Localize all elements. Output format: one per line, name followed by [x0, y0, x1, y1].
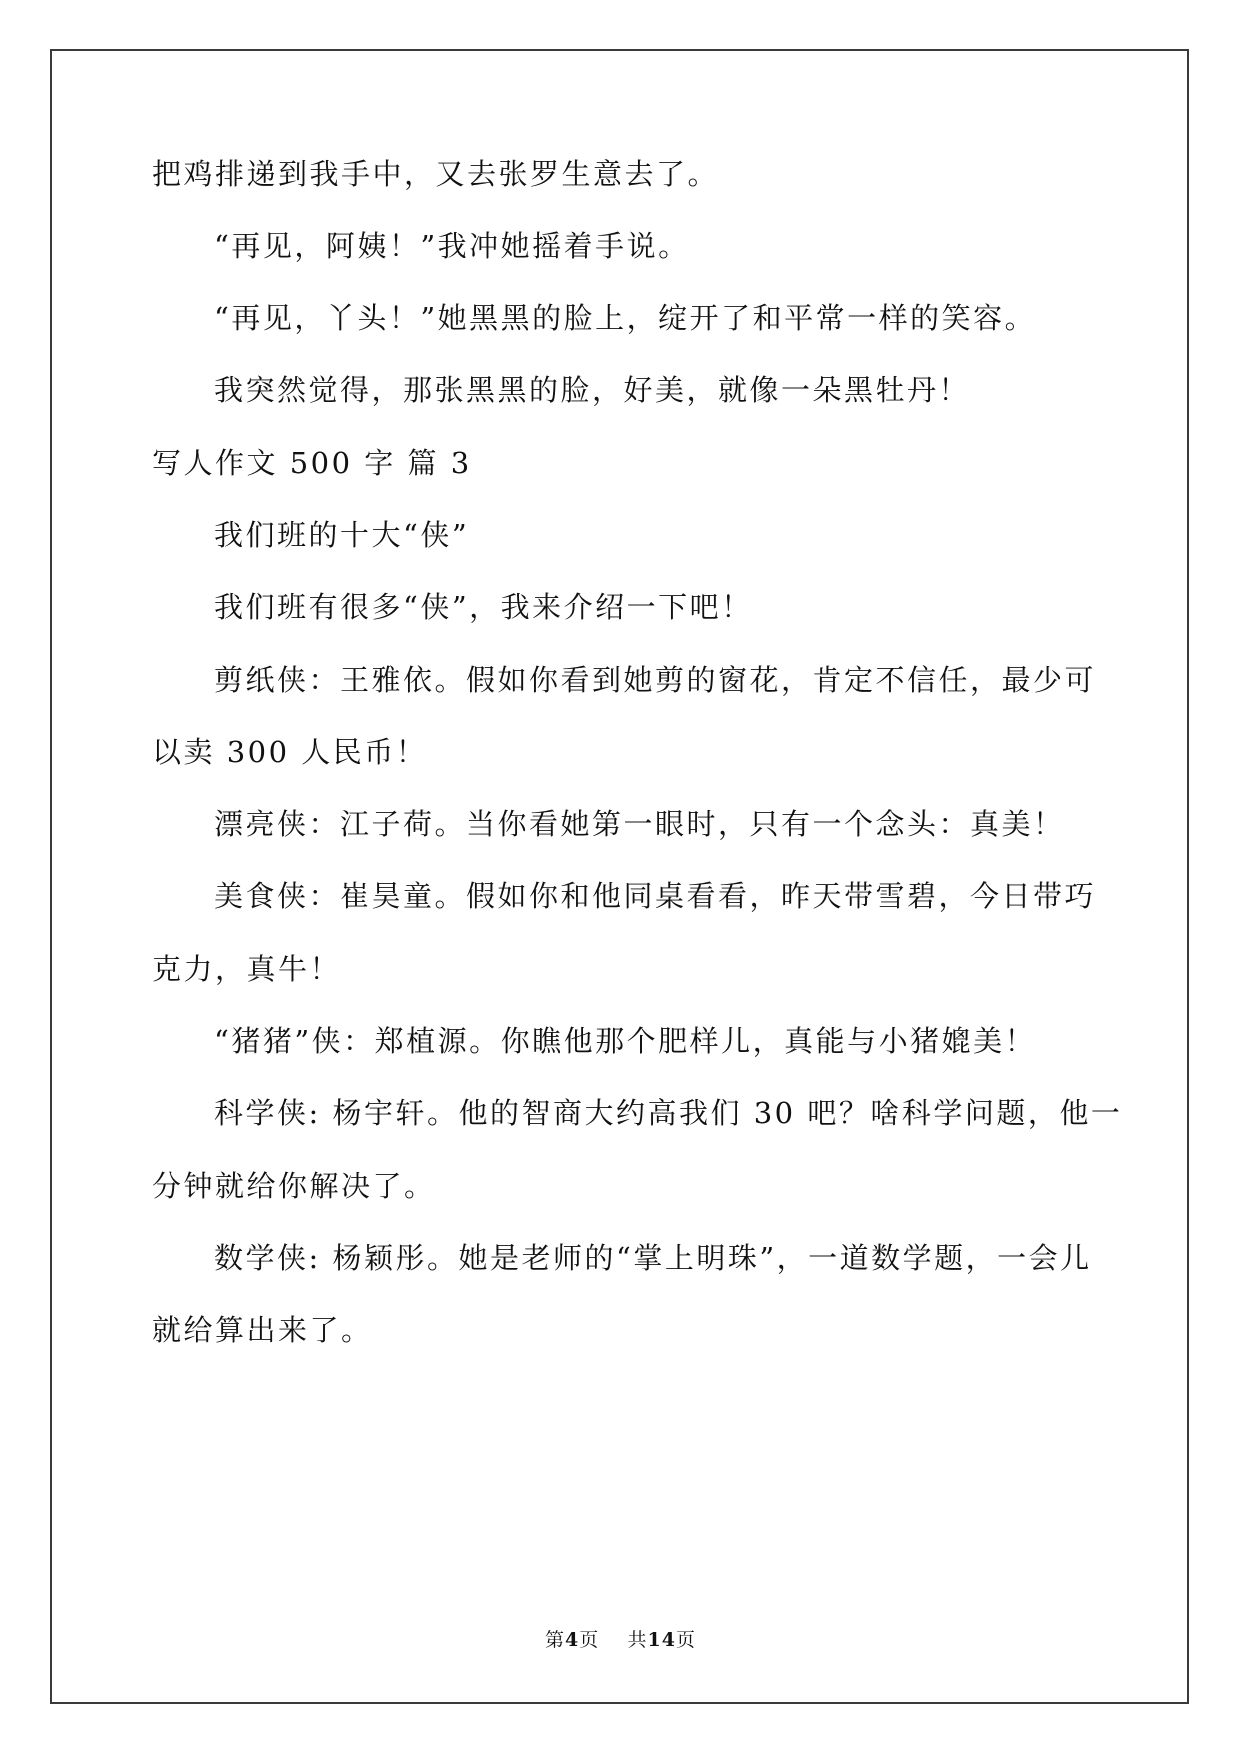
text-line-11: 美食侠：崔昊童。假如你和他同桌看看，昨天带雪碧，今日带巧	[214, 879, 1097, 913]
text-line-14: 科学侠: 杨宇轩。他的智商大约高我们 30 吧？啥科学问题，他一	[214, 1096, 1123, 1130]
text-line-2: “再见，阿姨！”我冲她摇着手说。	[214, 229, 690, 263]
total-page-count: 14	[647, 1629, 676, 1651]
footer-total-prefix: 共	[627, 1629, 648, 1651]
text-line-3: “再见，丫头！”她黑黑的脸上，绽开了和平常一样的笑容。	[214, 301, 1037, 335]
text-line-10: 漂亮侠：江子荷。当你看她第一眼时，只有一个念头：真美！	[214, 807, 1065, 841]
page-footer	[0, 1625, 1241, 1655]
text-line-8: 剪纸侠：王雅依。假如你看到她剪的窗花，肯定不信任，最少可	[214, 663, 1097, 697]
text-line-12: 克力，真牛！	[152, 952, 342, 986]
text-line-17: 就给算出来了。	[152, 1313, 373, 1347]
text-line-16: 数学侠: 杨颖彤。她是老师的“掌上明珠”，一道数学题，一会儿	[214, 1241, 1092, 1275]
text-line-1: 把鸡排递到我手中，又去张罗生意去了。	[152, 157, 720, 191]
text-line-6: 我们班的十大“侠”	[214, 518, 470, 552]
footer-page-suffix: 页	[579, 1629, 600, 1651]
footer-prefix: 第	[545, 1629, 566, 1651]
footer-total-suffix: 页	[675, 1629, 696, 1651]
text-line-15: 分钟就给你解决了。	[152, 1169, 436, 1203]
section-heading: 写人作文 500 字 篇 3	[152, 446, 472, 480]
text-line-9: 以卖 300 人民币！	[152, 735, 428, 769]
text-line-7: 我们班有很多“侠”，我来介绍一下吧！	[214, 590, 753, 624]
current-page-number: 4	[565, 1629, 580, 1651]
text-line-4: 我突然觉得，那张黑黑的脸，好美，就像一朵黑牡丹！	[214, 373, 971, 407]
text-line-13: “猪猪”侠：郑植源。你瞧他那个肥样儿，真能与小猪媲美！	[214, 1024, 1037, 1058]
